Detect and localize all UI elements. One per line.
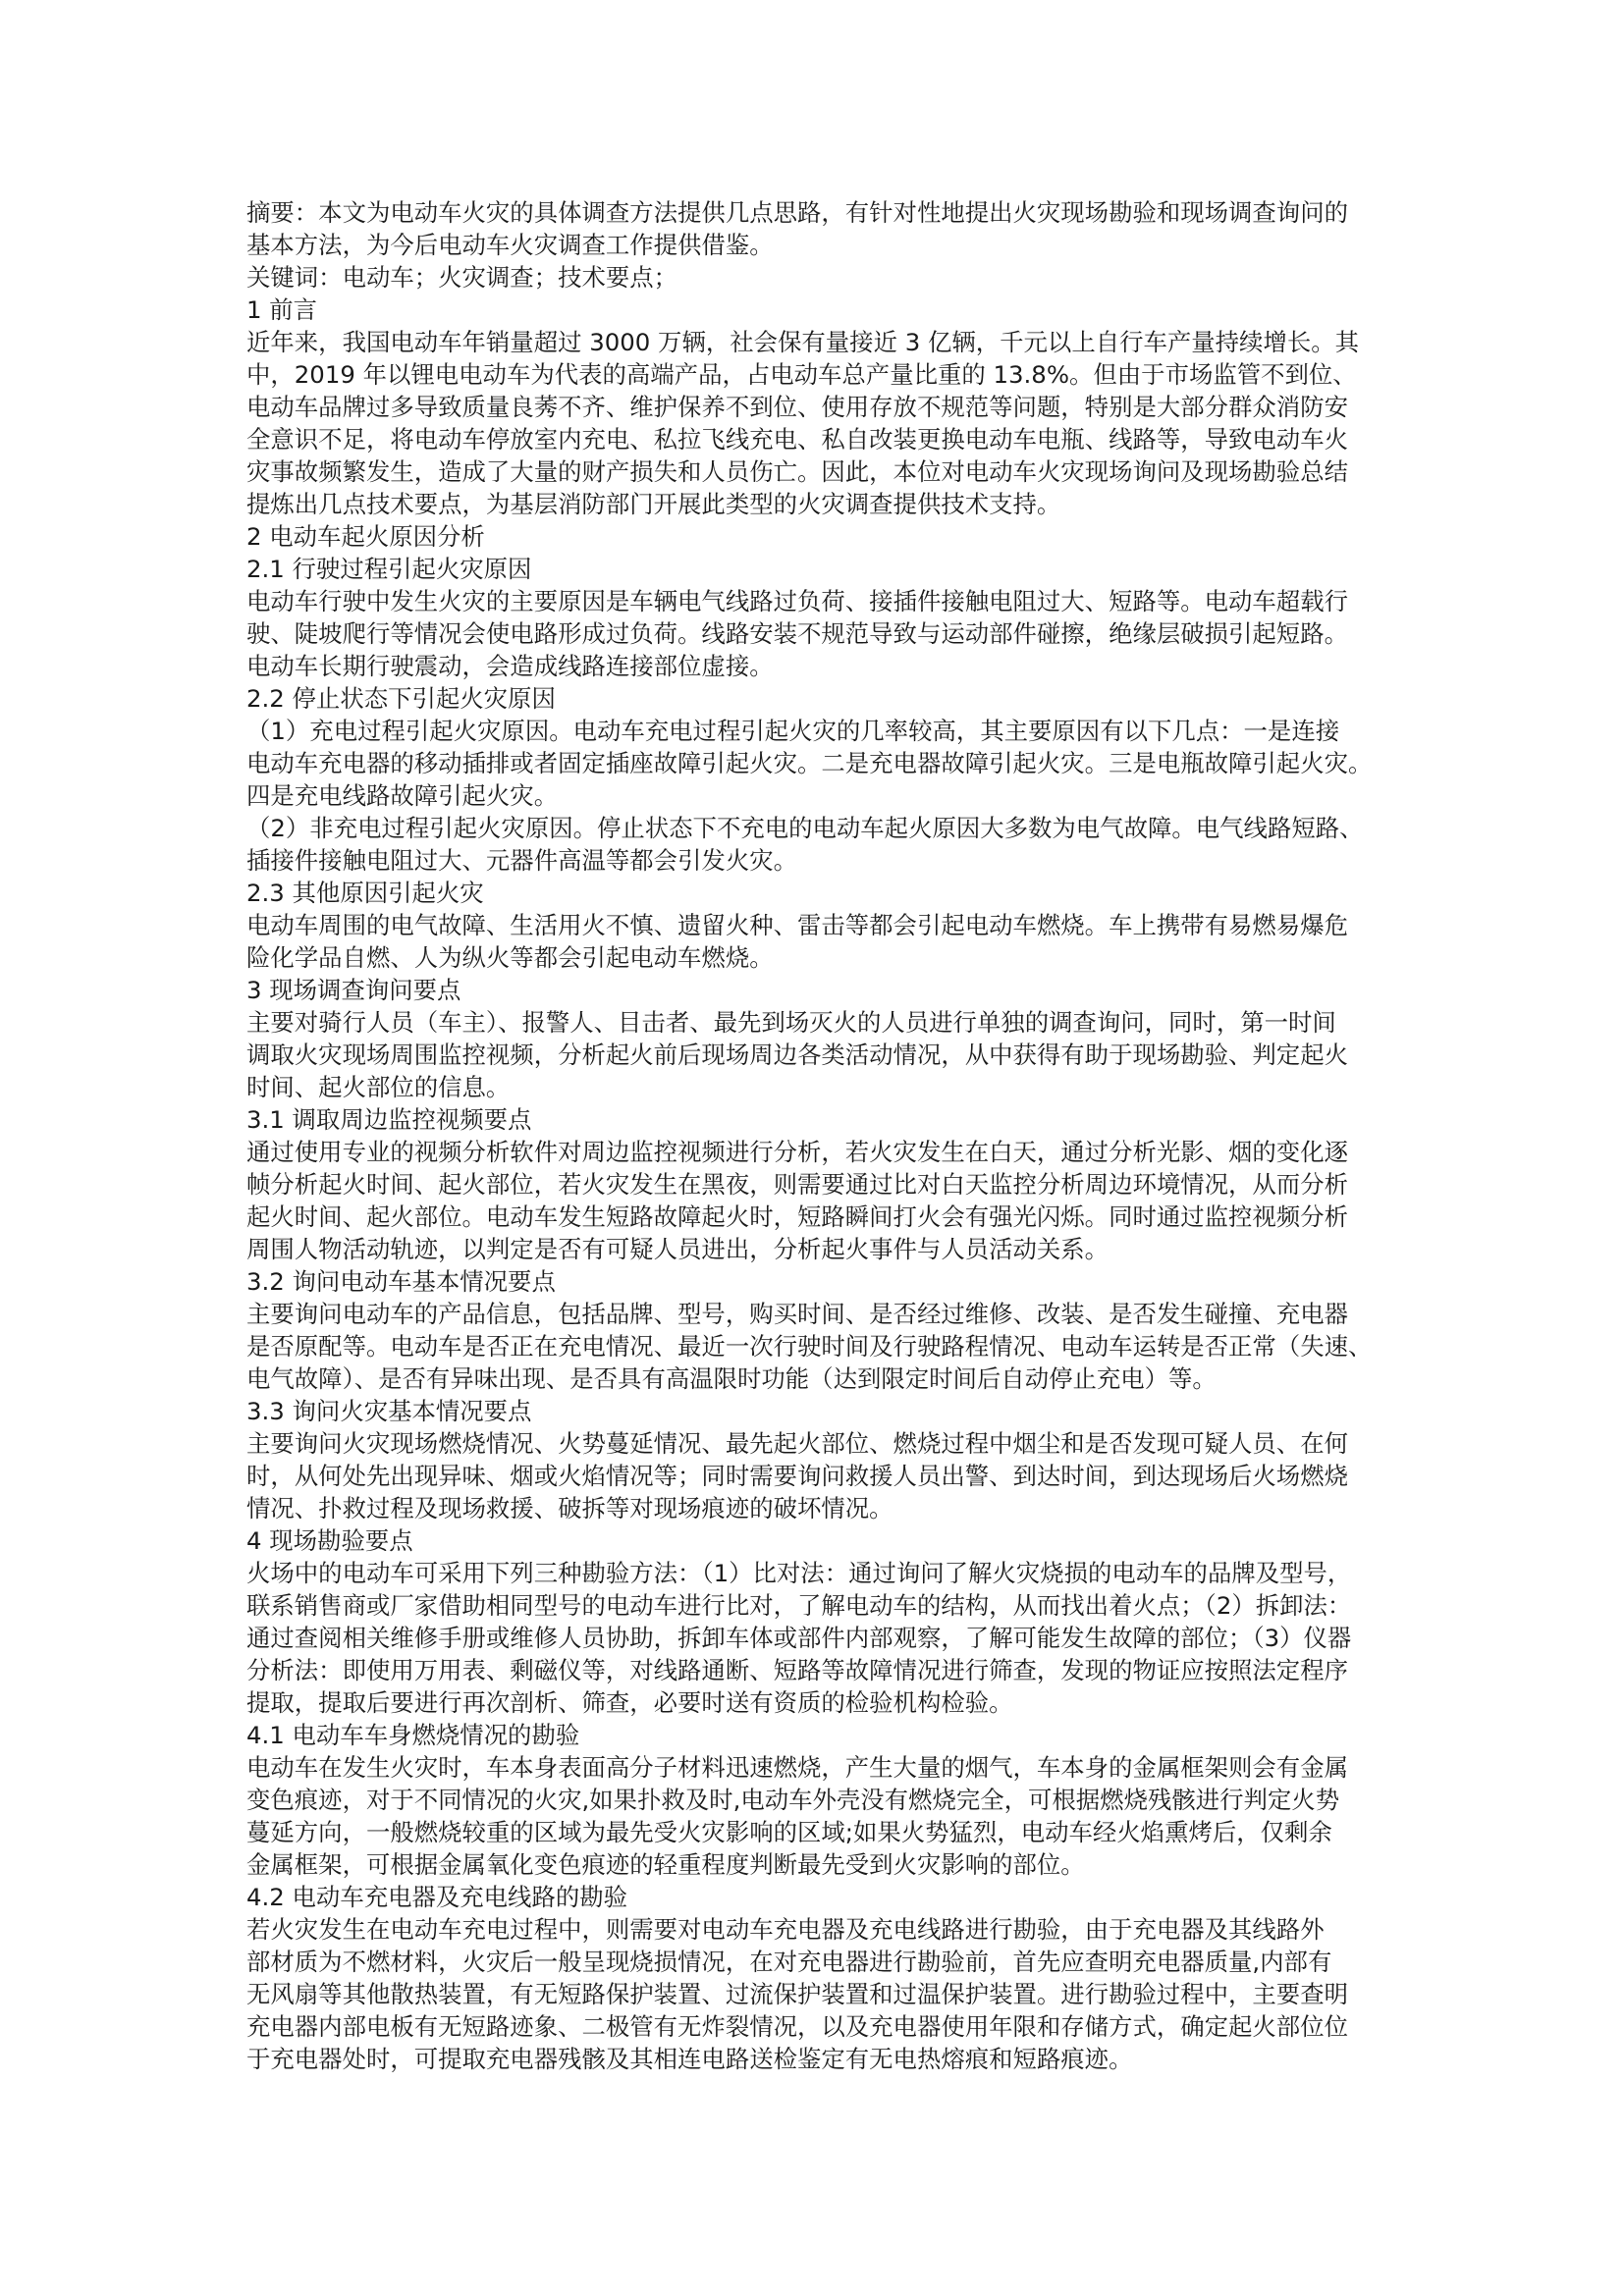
text-line: 电动车长期行驶震动，会造成线路连接部位虚接。 [246, 652, 774, 680]
text-line: 2.3 其他原因引起火灾 [246, 879, 484, 907]
text-line: 火场中的电动车可采用下列三种勘验方法：（1）比对法：通过询问了解火灾烧损的电动车的品牌及型号， [246, 1559, 1352, 1587]
text-line: 4 现场勘验要点 [246, 1526, 413, 1555]
text-line: 摘要：本文为电动车火灾的具体调查方法提供几点思路，有针对性地提出火灾现场勘验和现场调查询问的 [246, 198, 1348, 227]
text-line: 电动车在发生火灾时，车本身表面高分子材料迅速燃烧，产生大量的烟气，车本身的金属框架则会有金属 [246, 1753, 1348, 1782]
text-line: 主要询问电动车的产品信息，包括品牌、型号，购买时间、是否经过维修、改装、是否发生碰撞、充电器 [246, 1300, 1348, 1328]
text-line: 主要询问火灾现场燃烧情况、火势蔓延情况、最先起火部位、燃烧过程中烟尘和是否发现可疑人员、在何 [246, 1429, 1348, 1458]
text-line: 电动车行驶中发生火灾的主要原因是车辆电气线路过负荷、接插件接触电阻过大、短路等。电动车超载行 [246, 587, 1348, 615]
text-line: 若火灾发生在电动车充电过程中，则需要对电动车充电器及充电线路进行勘验，由于充电器及其线路外 [246, 1915, 1325, 1944]
text-line: 无风扇等其他散热装置，有无短路保护装置、过流保护装置和过温保护装置。进行勘验过程中，主要查明 [246, 1980, 1348, 2008]
text-line: 是否原配等。电动车是否正在充电情况、最近一次行驶时间及行驶路程情况、电动车运转是否正常（失速、 [246, 1332, 1373, 1361]
text-line: 2.1 行驶过程引起火灾原因 [246, 555, 532, 583]
text-line: 充电器内部电板有无短路迹象、二极管有无炸裂情况，以及充电器使用年限和存储方式，确定起火部位位 [246, 2012, 1348, 2041]
text-line: 电动车充电器的移动插排或者固定插座故障引起火灾。二是充电器故障引起火灾。三是电瓶故障引起火灾。 [246, 749, 1373, 777]
text-line: 提取，提取后要进行再次剖析、筛查，必要时送有资质的检验机构检验。 [246, 1688, 1013, 1717]
text-line: 蔓延方向，一般燃烧较重的区域为最先受火灾影响的区域;如果火势猛烈，电动车经火焰熏烤后，仅剩余 [246, 1818, 1332, 1846]
text-line: 起火时间、起火部位。电动车发生短路故障起火时，短路瞬间打火会有强光闪烁。同时通过监控视频分析 [246, 1202, 1348, 1231]
text-line: 2 电动车起火原因分析 [246, 522, 485, 551]
text-line: 关键词：电动车；火灾调查；技术要点； [246, 263, 678, 292]
text-line: 通过使用专业的视频分析软件对周边监控视频进行分析，若火灾发生在白天，通过分析光影、烟的变化逐 [246, 1138, 1348, 1166]
text-line: 2.2 停止状态下引起火灾原因 [246, 684, 556, 713]
text-line: 调取火灾现场周围监控视频，分析起火前后现场周边各类活动情况，从中获得有助于现场勘验、判定起火 [246, 1041, 1348, 1069]
text-line: 3 现场调查询问要点 [246, 976, 461, 1004]
text-line: 周围人物活动轨迹，以判定是否有可疑人员进出，分析起火事件与人员活动关系。 [246, 1235, 1110, 1263]
text-line: 3.1 调取周边监控视频要点 [246, 1105, 532, 1134]
text-line: 时，从何处先出现异味、烟或火焰情况等；同时需要询问救援人员出警、到达时间，到达现场后火场燃烧 [246, 1462, 1348, 1490]
text-line: 近年来，我国电动车年销量超过 3000 万辆，社会保有量接近 3 亿辆，千元以上自行车产量持续增长。其 [246, 328, 1360, 356]
text-line: 于充电器处时，可提取充电器残骸及其相连电路送检鉴定有无电热熔痕和短路痕迹。 [246, 2045, 1133, 2073]
text-line: 提炼出几点技术要点，为基层消防部门开展此类型的火灾调查提供技术支持。 [246, 490, 1061, 518]
text-line: 情况、扑救过程及现场救援、破拆等对现场痕迹的破坏情况。 [246, 1494, 893, 1522]
text-line: 3.3 询问火灾基本情况要点 [246, 1397, 532, 1425]
text-line: 3.2 询问电动车基本情况要点 [246, 1267, 556, 1296]
document-page [246, 196, 1393, 2075]
text-line: 部材质为不燃材料，火灾后一般呈现烧损情况，在对充电器进行勘验前，首先应查明充电器质量,内部有 [246, 1948, 1332, 1976]
text-line: 驶、陡坡爬行等情况会使电路形成过负荷。线路安装不规范导致与运动部件碰擦，绝缘层破损引起短路。 [246, 619, 1348, 648]
text-line: 四是充电线路故障引起火灾。 [246, 781, 559, 810]
text-line: 基本方法，为今后电动车火灾调查工作提供借鉴。 [246, 231, 774, 259]
text-line: 电气故障）、是否有异味出现、是否具有高温限时功能（达到限定时间后自动停止充电）等。 [246, 1364, 1217, 1393]
text-line: 全意识不足，将电动车停放室内充电、私拉飞线充电、私自改装更换电动车电瓶、线路等，导致电动车火 [246, 425, 1348, 454]
text-line: 帧分析起火时间、起火部位，若火灾发生在黑夜，则需要通过比对白天监控分析周边环境情况，从而分析 [246, 1170, 1348, 1199]
text-line: 中，2019 年以锂电电动车为代表的高端产品，占电动车总产量比重的 13.8%。但由于市场监管不到位、 [246, 360, 1357, 389]
text-line: （1）充电过程引起火灾原因。电动车充电过程引起火灾的几率较高，其主要原因有以下几点：一是连接 [246, 717, 1340, 745]
text-line: 电动车周围的电气故障、生活用火不慎、遗留火种、雷击等都会引起电动车燃烧。车上携带有易燃易爆危 [246, 911, 1348, 939]
text-line: （2）非充电过程引起火灾原因。停止状态下不充电的电动车起火原因大多数为电气故障。电气线路短路、 [246, 814, 1364, 842]
text-line: 联系销售商或厂家借助相同型号的电动车进行比对，了解电动车的结构，从而找出着火点；（2）拆卸法： [246, 1591, 1352, 1620]
text-line: 时间、起火部位的信息。 [246, 1073, 511, 1101]
text-line: 金属框架，可根据金属氧化变色痕迹的轻重程度判断最先受到火灾影响的部位。 [246, 1850, 1085, 1879]
text-line: 1 前言 [246, 295, 318, 324]
text-line: 电动车品牌过多导致质量良莠不齐、维护保养不到位、使用存放不规范等问题，特别是大部分群众消防安 [246, 393, 1348, 421]
document-body [246, 196, 1393, 2075]
text-line: 通过查阅相关维修手册或维修人员协助，拆卸车体或部件内部观察，了解可能发生故障的部位；（3）仪器 [246, 1624, 1352, 1652]
text-line: 主要对骑行人员（车主）、报警人、目击者、最先到场灭火的人员进行单独的调查询问，同时，第一时间 [246, 1008, 1336, 1037]
text-line: 4.1 电动车车身燃烧情况的勘验 [246, 1721, 580, 1749]
text-line: 变色痕迹，对于不同情况的火灾,如果扑救及时,电动车外壳没有燃烧完全，可根据燃烧残骸进行判定火势 [246, 1786, 1340, 1814]
text-line: 插接件接触电阻过大、元器件高温等都会引发火灾。 [246, 846, 797, 875]
text-line: 分析法：即使用万用表、剩磁仪等，对线路通断、短路等故障情况进行筛查，发现的物证应按照法定程序 [246, 1656, 1348, 1684]
text-line: 灾事故频繁发生，造成了大量的财产损失和人员伤亡。因此，本位对电动车火灾现场询问及现场勘验总结 [246, 457, 1348, 486]
text-line: 4.2 电动车充电器及充电线路的勘验 [246, 1883, 628, 1911]
text-line: 险化学品自燃、人为纵火等都会引起电动车燃烧。 [246, 943, 774, 972]
